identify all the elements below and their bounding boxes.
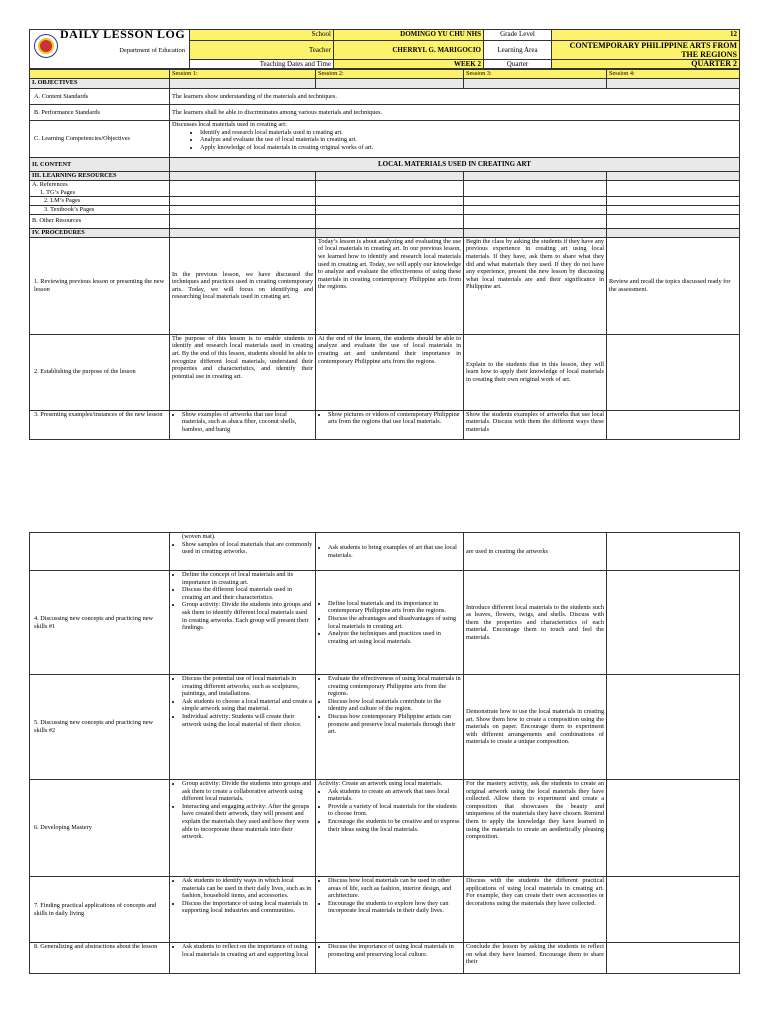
bullet-item: • Encourage the students to be creative and to express their ideas using the local materials. — [328, 818, 461, 833]
performance-standards-text: The learners shall be able to discriminates among various materials and techniques. — [170, 105, 740, 121]
performance-standards-label: B. Performance Standards — [30, 105, 170, 121]
procedure-7-label: 7. Finding practical applications of concepts and skills in daily living — [30, 877, 170, 943]
procedure-1-session-2: Today’s lesson is about analyzing and evaluating the use of local materials in creating art. In our previous lesson, we learned how to identify and research local materials used in creating art. Today, we will apply our knowledge to analyze and evaluate the effectiveness of using these materials in creating contemporary Philippine arts from the regions. — [316, 237, 464, 334]
procedure-7-session-1 — [170, 877, 316, 943]
school-label: School — [190, 30, 334, 41]
competencies-intro: Discusses local materials used in creating art: — [172, 121, 287, 128]
references-cell — [30, 181, 170, 197]
procedure-1-session-1: In the previous lesson, we have discussed the techniques and practices used in creating contemporary arts. Today, we will focus on identifying and researching local materials used in creating art. — [170, 237, 316, 334]
procedure-2-session-2: At the end of the lesson, the students should be able to analyze and evaluate the use of local materials in creating art and understand their importance in contemporary Philippine arts from the regions. — [316, 334, 464, 410]
department-name: Department of Education — [119, 47, 185, 54]
procedures-heading: IV. PROCEDURES — [30, 228, 170, 237]
references-label: A. References — [32, 181, 68, 188]
bullet-item: • Group activity: Divide the students into groups and ask them to create a collaborative artwork using different local materials. — [182, 780, 313, 803]
procedure-1-session-3: Begin the class by asking the students if they have any previous experience in creating art using local materials. If they have, ask them to share what they did and what materials they used. If they do not have any experience, present the new lesson by discussing what local materials are and their significance in Philippine art. — [464, 237, 607, 334]
procedure-3-session-2 — [316, 410, 464, 439]
bullet-item: • Show pictures or videos of contemporary Philippine arts from the regions that use local materials. — [328, 411, 461, 426]
bullet-item: • Ask students to create an artwork that uses local materials. — [328, 788, 461, 803]
procedure-7-session-3: Discuss with the students the different practical applications of using local materials in creating art. For example, they can create their own accessories or decorations using the materials they have collected. — [464, 877, 607, 943]
competency-item: • Analyze and evaluate the use of local materials in creating art. — [200, 136, 737, 144]
procedure-3-session-2-cont — [316, 533, 464, 571]
procedure-8-label: 8. Generalizing and abstractions about the lesson — [30, 943, 170, 974]
header-table — [29, 29, 740, 69]
deped-seal-icon — [34, 34, 58, 58]
procedure-3-session-1-cont — [170, 533, 316, 571]
bullet-item: • Discuss how local materials contribute to the identity and culture of the region. — [328, 698, 461, 713]
procedure-1-session-4: Review and recall the topics discussed ready for the assessment. — [607, 237, 740, 334]
header-brand — [30, 30, 190, 69]
bullet-item: • Individual activity: Students will create their artwork using the local material of their choice. — [182, 713, 313, 728]
area-label: Learning Area — [484, 41, 552, 60]
bullet-item: • Group activity: Divide the students into groups and ask them to identify different local materials used in creating artworks. Each group will present their findings. — [182, 601, 313, 631]
content-standards-label: A. Content Standards — [30, 89, 170, 105]
procedure-6-session-3: For the mastery activity, ask the students to create an original artwork using the local materials they have collected. Allow them to experiment and create a composition that showcases the beauty and uniqueness of the materials they have chosen. Remind them to apply the knowledge they have learned in using the materials to create an aesthetically pleasing composition. — [464, 780, 607, 877]
bullet-item: • Interacting and engaging activity: After the groups have created their artwork, they will present and explain the materials they used and how they were able to incorporate these materials into their artwork. — [182, 803, 313, 841]
competency-item: • Identify and research local materials used in creating art. — [200, 129, 737, 137]
teacher-value: CHERRYL G. MARIGOCIO — [334, 41, 484, 60]
procedure-3-session-1 — [170, 410, 316, 439]
grade-value: 12 — [552, 30, 740, 41]
grade-label: Grade Level — [484, 30, 552, 41]
procedure-2-session-3: Explain to the students that in this lesson, they will learn how to apply their knowledge of local materials in creating their own original work of art. — [464, 334, 607, 410]
bullet-item: • Discuss how contemporary Philippine artists can promote and preserve local materials through their art. — [328, 713, 461, 736]
bullet-item: • Discuss the different local materials used in creating art and their characteristics. — [182, 586, 313, 601]
bullet-item: • Ask students to bring examples of art that use local materials. — [328, 544, 461, 559]
session-4-header: Session 4: — [607, 70, 740, 79]
procedure-5-label: 5. Discussing new concepts and practicing new skills #2 — [30, 675, 170, 780]
procedure-5-session-1 — [170, 675, 316, 780]
bullet-item: • Discuss how local materials can be used in other areas of life, such as fashion, interior design, and architecture. — [328, 877, 461, 900]
tg-pages-label: 1. TG’s Pages — [40, 188, 76, 196]
dates-label: Teaching Dates and Time — [190, 60, 334, 69]
bullet-item: • Ask students to identify ways in which local materials can be used in their daily lives, such as in fashion, household items, and accessories. — [182, 877, 313, 900]
bullet-item: • Discuss the advantages and disadvantages of using local materials in creating art. — [328, 615, 461, 630]
procedure-4-session-1 — [170, 571, 316, 675]
content-standards-text: The learners show understanding of the materials and techniques. — [170, 89, 740, 105]
procedure-3-session-3-cont: are used in creating the artworks — [464, 533, 607, 571]
content-text: LOCAL MATERIALS USED IN CREATING ART — [170, 158, 740, 172]
procedure-7-session-2 — [316, 877, 464, 943]
lesson-table-page-2 — [29, 532, 740, 974]
textbook-pages-label: 3. Textbook’s Pages — [30, 205, 170, 214]
procedure-4-session-2 — [316, 571, 464, 675]
objectives-heading: I. OBJECTIVES — [30, 79, 170, 89]
session-corner — [30, 70, 170, 79]
bullet-item: • Evaluate the effectiveness of using local materials in creating contemporary Philippine arts from the regions. — [328, 675, 461, 698]
procedure-3-label: 3. Presenting examples/instances of the new lesson — [30, 410, 170, 439]
teacher-label: Teacher — [190, 41, 334, 60]
log-title: DAILY LESSON LOG — [60, 29, 186, 41]
competencies-label: C. Learning Competencies/Objectives — [30, 121, 170, 158]
procedure-6-session-2 — [316, 780, 464, 877]
bullet-item: • Encourage the students to explore how they can incorporate local materials in their daily lives. — [328, 900, 461, 915]
procedure-8-session-2 — [316, 943, 464, 974]
procedure-2-session-1: The purpose of this lesson is to enable students to identify and research local materials used in creating art. By the end of this lesson, students should be able to recognize different local materials, understand their properties and characteristics, and identify their potential use in creating art. — [170, 334, 316, 410]
bullet-item: • Ask students to choose a local material and create a simple artwork using that material. — [182, 698, 313, 713]
other-resources-label: B. Other Resources — [30, 214, 170, 228]
procedure-4-session-3: Introduce different local materials to the students such as leaves, flowers, twigs, and shells. Discuss with them the properties and characteristics of each material. Encourage them to touch and feel the materials. — [464, 571, 607, 675]
quarter-label: Quarter — [484, 60, 552, 69]
procedure-8-session-3: Conclude the lesson by asking the students to reflect on what they have learned. Encourage them to share their — [464, 943, 607, 974]
competencies-cell — [170, 121, 740, 158]
school-value: DOMINGO YU CHU NHS — [334, 30, 484, 41]
bullet-item: • Provide a variety of local materials for the students to choose from. — [328, 803, 461, 818]
bullet-item: • Analyze the techniques and practices used in creating art using local materials. — [328, 630, 461, 645]
bullet-item: • Discuss the potential use of local materials in creating different artworks, such as sculptures, paintings, and installations. — [182, 675, 313, 698]
competency-item: • Apply knowledge of local materials in creating original works of art. — [200, 144, 737, 152]
dates-value: WEEK 2 — [334, 60, 484, 69]
bullet-continuation: (woven mat). — [182, 533, 216, 540]
session-2-header: Session 2: — [316, 70, 464, 79]
lesson-log-page-2 — [29, 532, 739, 974]
bullet-item: • Show samples of local materials that are commonly used in creating artworks. — [182, 541, 313, 556]
activity-intro: Activity: Create an artwork using local materials. — [318, 780, 443, 787]
bullet-item: • Define local materials and its importance in contemporary Philippine arts from the regions. — [328, 600, 461, 615]
procedure-8-session-1 — [170, 943, 316, 974]
lesson-table-page-1 — [29, 69, 740, 440]
bullet-item: • Show examples of artworks that use local materials, such as abaca fiber, coconut shells, bamboo, and banig — [182, 411, 313, 434]
procedure-6-label: 6. Developing Mastery — [30, 780, 170, 877]
procedure-4-label: 4. Discussing new concepts and practicing new skills #1 — [30, 571, 170, 675]
quarter-value: QUARTER 2 — [552, 60, 740, 69]
bullet-item: • Discuss the importance of using local materials in supporting local industries and communities. — [182, 900, 313, 915]
lm-pages-label: 2. LM’s Pages — [30, 197, 170, 206]
procedure-1-label: 1. Reviewing previous lesson or presenting the new lesson — [30, 237, 170, 334]
procedure-5-session-3: Demonstrate how to use the local materials in creating art. Show them how to create a composition using the materials on paper. Encourage them to experiment with different arrangements and combinations of materials to create a unique composition. — [464, 675, 607, 780]
procedure-2-label: 2. Establishing the purpose of the lesson — [30, 334, 170, 410]
session-3-header: Session 3: — [464, 70, 607, 79]
content-heading: II. CONTENT — [30, 158, 170, 172]
procedure-6-session-1 — [170, 780, 316, 877]
procedure-3-session-3: Show the students examples of artworks that use local materials. Discuss with them the different ways these materials — [464, 410, 607, 439]
resources-heading: III. LEARNING RESOURCES — [30, 172, 170, 181]
bullet-item: • Discuss the importance of using local materials in promoting and preserving local culture. — [328, 943, 461, 958]
area-value: CONTEMPORARY PHILIPPINE ARTS FROM THE REGIONS — [552, 41, 740, 60]
session-1-header: Session 1: — [170, 70, 316, 79]
bullet-item: • Define the concept of local materials and its importance in creating art. — [182, 571, 313, 586]
lesson-log-page-1 — [29, 29, 739, 440]
procedure-5-session-2 — [316, 675, 464, 780]
bullet-item: • Ask students to reflect on the importance of using local materials in creating art and supporting local — [182, 943, 313, 958]
competencies-list — [172, 129, 737, 152]
